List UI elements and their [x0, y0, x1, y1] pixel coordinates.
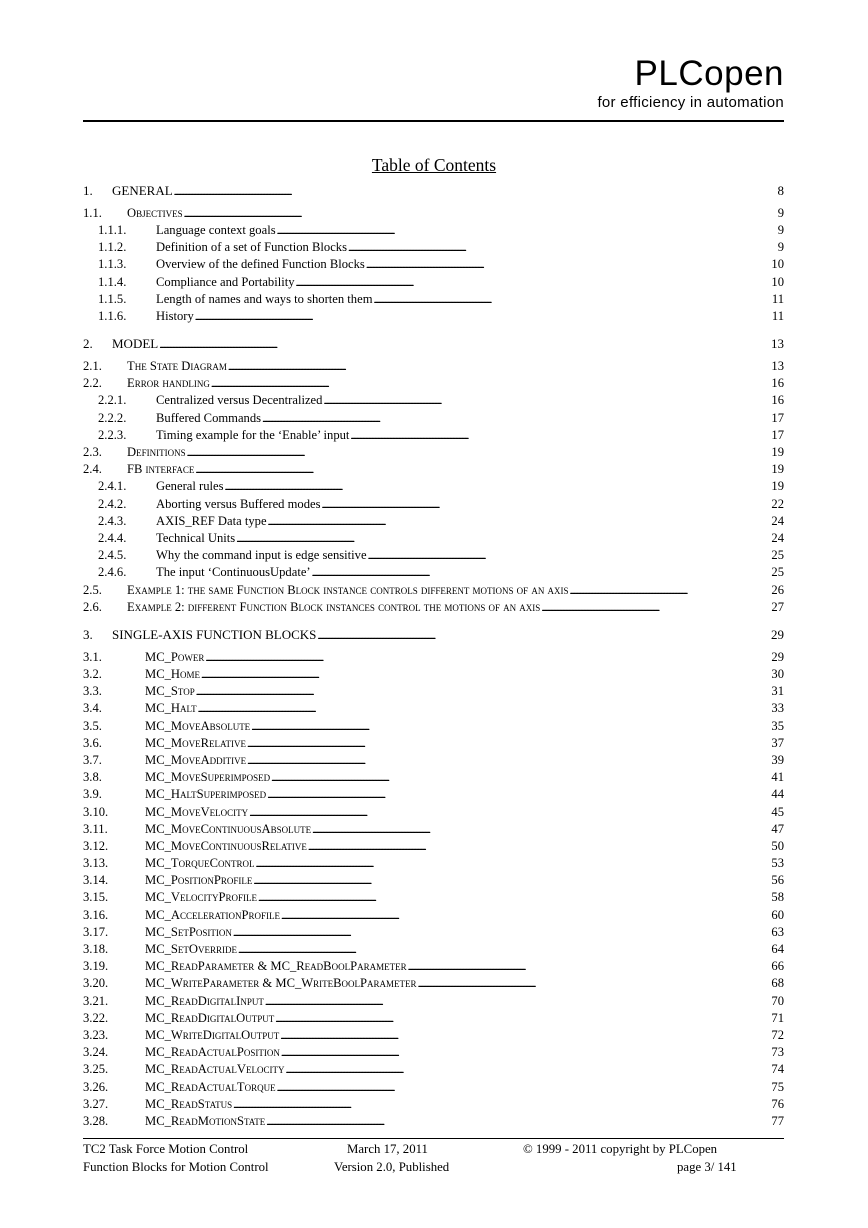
page-footer [83, 1138, 784, 1174]
toc-entry-title: Example 2: different Function Block instances control the motions of an axis [127, 599, 541, 614]
toc-entry-page: 77 [771, 1113, 784, 1128]
dot-leader [569, 582, 770, 600]
toc-entry[interactable] [83, 547, 784, 564]
dot-leader [262, 410, 770, 428]
toc-entry-page: 16 [771, 376, 784, 391]
toc-entry[interactable] [83, 718, 784, 735]
toc-entry[interactable] [83, 941, 784, 958]
toc-entry[interactable] [83, 444, 784, 461]
toc-entry[interactable] [83, 649, 784, 666]
toc-entry[interactable] [83, 410, 784, 427]
toc-entry-title: MC_MoveContinuousRelative [145, 838, 307, 853]
toc-entry-page: 45 [771, 804, 784, 819]
dot-leader [174, 182, 777, 201]
toc-entry[interactable] [83, 626, 784, 643]
toc-entry[interactable] [83, 700, 784, 717]
toc-entry-number: 1.1.5. [98, 291, 127, 306]
toc-entry-page: 73 [771, 1045, 784, 1060]
toc-entry[interactable] [83, 1079, 784, 1096]
toc-entry-title: MC_HaltSuperimposed [145, 787, 267, 802]
toc-entry-page: 41 [771, 770, 784, 785]
toc-entry-page: 53 [771, 856, 784, 871]
toc-entry-page: 19 [771, 462, 784, 477]
toc-entry-title: MC_MoveRelative [145, 735, 246, 750]
footer-task-force: TC2 Task Force Motion Control [83, 1142, 249, 1156]
toc-entry-page: 17 [771, 410, 784, 425]
toc-entry[interactable] [83, 308, 784, 325]
toc-entry-number: 3.9. [83, 787, 102, 802]
toc-entry-title: Definition of a set of Function Blocks [156, 240, 347, 255]
toc-entry[interactable] [83, 993, 784, 1010]
toc-entry-number: 1.1. [83, 205, 102, 220]
dot-leader [251, 718, 770, 736]
toc-entry[interactable] [83, 666, 784, 683]
dot-leader [233, 924, 771, 942]
dot-leader [281, 907, 770, 925]
dot-leader [247, 735, 770, 753]
toc-entry[interactable] [83, 530, 784, 547]
toc-entry-page: 68 [771, 976, 784, 991]
dot-leader [280, 1027, 770, 1045]
dot-leader [211, 375, 771, 393]
toc-entry[interactable] [83, 735, 784, 752]
toc-entry-number: 3.16. [83, 907, 109, 922]
toc-entry-page: 10 [771, 257, 784, 272]
toc-entry-page: 29 [771, 627, 784, 643]
dot-leader [374, 291, 771, 309]
toc-entry-title: MC_ReadDigitalInput [145, 993, 264, 1008]
toc-entry-page: 13 [771, 336, 784, 352]
toc-entry-number: 3.1. [83, 649, 102, 664]
toc-entry-page: 30 [771, 667, 784, 682]
toc-entry-number: 2.4.4. [98, 530, 127, 545]
toc-entry-page: 74 [771, 1062, 784, 1077]
toc-entry[interactable] [83, 564, 784, 581]
toc-entry[interactable] [83, 513, 784, 530]
toc-entry-number: 2.1. [83, 359, 102, 374]
dot-leader [247, 752, 770, 770]
dot-leader [198, 700, 771, 718]
toc-entry-page: 13 [771, 359, 784, 374]
toc-entry[interactable] [83, 769, 784, 786]
toc-entry-title: The State Diagram [127, 359, 227, 374]
footer-page-number: page 3/ 141 [677, 1160, 737, 1174]
toc-entry-number: 3.17. [83, 924, 109, 939]
toc-entry-number: 3.4. [83, 701, 102, 716]
toc-entry-title: MC_ReadActualVelocity [145, 1062, 285, 1077]
toc-entry-title: MC_ReadParameter & MC_ReadBoolParameter [145, 959, 407, 974]
toc-entry[interactable] [83, 335, 784, 352]
toc-entry-title: Buffered Commands [156, 410, 262, 425]
toc-entry-page: 56 [771, 873, 784, 888]
dot-leader [266, 1113, 770, 1131]
dot-leader [350, 427, 770, 445]
dot-leader [187, 444, 771, 462]
toc-entry-title: Compliance and Portability [156, 274, 295, 289]
toc-entry-page: 25 [771, 548, 784, 563]
toc-entry-title: Overview of the defined Function Blocks [156, 257, 365, 272]
dot-leader [249, 804, 770, 822]
toc-entry-title: MC_PositionProfile [145, 873, 253, 888]
toc-entry-number: 2.6. [83, 599, 102, 614]
dot-leader [322, 496, 771, 514]
toc-entry[interactable] [83, 855, 784, 872]
toc-entry-title: MC_MoveAbsolute [145, 718, 251, 733]
toc-entry-page: 70 [771, 993, 784, 1008]
toc-entry-number: 2.4.6. [98, 565, 127, 580]
toc-entry-title: MC_ReadMotionState [145, 1113, 266, 1128]
toc-entry-title: MC_TorqueControl [145, 856, 255, 871]
toc-entry-page: 8 [777, 183, 784, 198]
toc-entry-page: 24 [771, 513, 784, 528]
toc-entry-title: FB interface [127, 462, 195, 477]
footer-version: Version 2.0, Published [334, 1160, 450, 1174]
dot-leader [281, 1044, 771, 1062]
toc-entry-page: 66 [771, 959, 784, 974]
dot-leader [184, 205, 777, 223]
toc-entry-page: 47 [771, 821, 784, 836]
dot-leader [238, 941, 770, 959]
toc-entry-title: MC_ReadActualPosition [145, 1045, 280, 1060]
toc-entry[interactable] [83, 1044, 784, 1061]
toc-entry-page: 11 [771, 291, 784, 306]
toc-entry-title: MC_Halt [145, 701, 197, 716]
toc-entry-page: 44 [771, 787, 784, 802]
toc-entry-number: 3.23. [83, 1027, 109, 1042]
dot-leader [201, 666, 770, 684]
dot-leader [255, 855, 770, 873]
toc-entry-page: 33 [771, 701, 784, 716]
toc-entry-title: SINGLE-AXIS FUNCTION BLOCKS [112, 627, 317, 643]
brand-tagline: for efficiency in automation [597, 94, 784, 111]
toc-entry[interactable] [83, 182, 784, 199]
toc-entry-title: MC_WriteDigitalOutput [145, 1027, 280, 1042]
toc-entry-title: MC_Power [145, 649, 205, 664]
toc-entry[interactable] [83, 958, 784, 975]
toc-entry-title: MC_SetPosition [145, 924, 232, 939]
dot-leader [224, 478, 770, 496]
toc-entry[interactable] [83, 222, 784, 239]
toc-entry[interactable] [83, 582, 784, 599]
toc-entry[interactable] [83, 924, 784, 941]
toc-entry-number: 2.4.5. [98, 548, 127, 563]
dot-leader [196, 683, 771, 701]
dot-leader [205, 649, 770, 667]
brand-logo-text: PLCopen [634, 54, 784, 93]
toc-entry[interactable] [83, 427, 784, 444]
toc-entry-page: 72 [771, 1027, 784, 1042]
toc-entry-page: 10 [771, 274, 784, 289]
toc-entry-number: 1.1.3. [98, 257, 127, 272]
toc-entry-number: 2.4. [83, 462, 102, 477]
toc-entry-number: 3.14. [83, 873, 109, 888]
toc-title: Table of Contents [371, 155, 497, 175]
dot-leader [277, 222, 777, 240]
dot-leader [277, 1079, 771, 1097]
toc-entry[interactable] [83, 1096, 784, 1113]
footer-doc-title: Function Blocks for Motion Control [83, 1160, 269, 1174]
toc-entry-page: 71 [771, 1010, 784, 1025]
toc-entry-title: Example 1: the same Function Block instance controls different motions of an axis [127, 582, 569, 597]
toc-entry-page: 16 [771, 393, 784, 408]
toc-entry-page: 37 [771, 735, 784, 750]
toc-entry-title: MC_MoveAdditive [145, 752, 247, 767]
toc-entry[interactable] [83, 599, 784, 616]
toc-entry-title: MC_ReadStatus [145, 1096, 233, 1111]
toc-entry-number: 3.20. [83, 976, 109, 991]
dot-leader [308, 838, 771, 856]
toc-entry-number: 2.2.2. [98, 410, 127, 425]
toc-entry-number: 1.1.4. [98, 274, 127, 289]
toc-entry-number: 2.4.3. [98, 513, 127, 528]
dot-leader [267, 786, 770, 804]
toc-entry[interactable] [83, 786, 784, 803]
dot-leader [285, 1061, 770, 1079]
toc-entry-title: MC_VelocityProfile [145, 890, 257, 905]
toc-entry-number: 3.19. [83, 959, 109, 974]
toc-entry-number: 2.3. [83, 445, 102, 459]
toc-entry-number: 2.2.3. [98, 427, 127, 442]
toc-entry-number: 2. [83, 336, 93, 352]
toc-entry-title: GENERAL [112, 183, 173, 198]
toc-entry-number: 3.25. [83, 1062, 109, 1077]
toc-entry[interactable] [83, 821, 784, 838]
toc-entry[interactable] [83, 375, 784, 392]
toc-entry-title: Centralized versus Decentralized [156, 393, 323, 408]
toc-entry[interactable] [83, 358, 784, 375]
toc-entry[interactable] [83, 239, 784, 256]
toc-entry-number: 3. [83, 627, 93, 643]
toc-entry[interactable] [83, 1010, 784, 1027]
toc-entry-number: 3.24. [83, 1045, 109, 1060]
toc-entry-page: 35 [771, 718, 784, 733]
toc-entry[interactable] [83, 1113, 784, 1130]
toc-entry-number: 3.5. [83, 718, 102, 733]
toc-entry-page: 29 [771, 649, 784, 664]
toc-entry[interactable] [83, 872, 784, 889]
toc-entry[interactable] [83, 907, 784, 924]
toc-entry-number: 2.2.1. [98, 393, 127, 408]
toc-entry-number: 2.4.1. [98, 479, 127, 494]
dot-leader [253, 872, 770, 890]
toc-entry[interactable] [83, 1061, 784, 1078]
toc-entry-number: 1.1.6. [98, 308, 127, 323]
toc-entry-title: Objectives [127, 205, 183, 220]
dot-leader [228, 358, 771, 376]
toc-entry-title: General rules [156, 479, 224, 494]
toc-entry-title: Error handling [127, 376, 210, 391]
toc-entry[interactable] [83, 804, 784, 821]
toc-entry-number: 3.7. [83, 752, 102, 767]
toc-entry-page: 26 [771, 582, 784, 597]
dot-leader [418, 975, 771, 993]
dot-leader [312, 821, 770, 839]
dot-leader [195, 461, 770, 479]
dot-leader [258, 889, 770, 907]
dot-leader [236, 530, 770, 548]
toc-entry-page: 60 [771, 907, 784, 922]
toc-entry-number: 3.26. [83, 1079, 109, 1094]
toc-entry-title: AXIS_REF Data type [156, 513, 267, 528]
toc-entry-page: 76 [771, 1096, 784, 1111]
toc-entry-title: MC_MoveVelocity [145, 804, 249, 819]
toc-entry-page: 25 [771, 565, 784, 580]
toc-entry[interactable] [83, 683, 784, 700]
toc-entry[interactable] [83, 291, 784, 308]
table-of-contents [83, 182, 784, 1130]
toc-entry[interactable] [83, 205, 784, 222]
toc-entry-page: 75 [771, 1079, 784, 1094]
toc-entry-number: 3.13. [83, 856, 109, 871]
toc-entry-number: 3.11. [83, 821, 108, 836]
toc-entry-title: MC_Stop [145, 684, 195, 699]
toc-entry-title: MC_MoveContinuousAbsolute [145, 821, 312, 836]
toc-entry-number: 1.1.1. [98, 222, 127, 237]
dot-leader [323, 392, 770, 410]
dot-leader [195, 308, 771, 326]
toc-entry-page: 31 [771, 684, 784, 699]
dot-leader [271, 769, 770, 787]
toc-entry-number: 3.10. [83, 804, 109, 819]
toc-entry-page: 9 [777, 240, 784, 255]
toc-entry-page: 19 [771, 445, 784, 459]
toc-entry-title: MC_ReadDigitalOutput [145, 1010, 275, 1025]
toc-entry-number: 3.22. [83, 1010, 109, 1025]
toc-entry[interactable] [83, 752, 784, 769]
toc-entry-page: 9 [777, 222, 784, 237]
dot-leader [408, 958, 771, 976]
toc-entry-page: 22 [771, 496, 784, 511]
toc-entry-number: 3.15. [83, 890, 109, 905]
toc-entry-title: MODEL [112, 336, 159, 352]
dot-leader [348, 239, 777, 257]
toc-entry-number: 3.8. [83, 770, 102, 785]
toc-entry-number: 3.12. [83, 838, 109, 853]
toc-entry-title: MC_Home [145, 667, 200, 682]
toc-entry[interactable] [83, 478, 784, 495]
toc-entry-page: 19 [771, 479, 784, 494]
toc-entry-number: 3.18. [83, 942, 109, 957]
dot-leader [233, 1096, 770, 1114]
toc-entry-title: MC_MoveSuperimposed [145, 770, 271, 785]
toc-entry-page: 24 [771, 530, 784, 545]
toc-entry[interactable] [83, 256, 784, 273]
toc-entry-title: History [156, 308, 194, 323]
toc-entry-page: 17 [771, 427, 784, 442]
footer-date: March 17, 2011 [347, 1142, 428, 1156]
dot-leader [366, 256, 771, 274]
toc-entry-number: 3.2. [83, 667, 102, 682]
toc-entry-page: 64 [771, 942, 784, 957]
toc-entry-title: Language context goals [156, 222, 276, 237]
dot-leader [275, 1010, 770, 1028]
toc-entry[interactable] [83, 889, 784, 906]
toc-entry-page: 9 [777, 205, 784, 220]
page-header [83, 52, 784, 122]
dot-leader [268, 513, 771, 531]
toc-entry-title: Aborting versus Buffered modes [156, 496, 321, 511]
toc-entry[interactable] [83, 838, 784, 855]
toc-entry-title: MC_AccelerationProfile [145, 907, 280, 922]
dot-leader [159, 335, 770, 354]
toc-entry-title: Why the command input is edge sensitive [156, 548, 367, 563]
toc-entry-number: 3.3. [83, 684, 102, 699]
toc-entry-title: MC_SetOverride [145, 942, 237, 957]
toc-entry-title: Technical Units [156, 530, 236, 545]
dot-leader [265, 993, 771, 1011]
toc-entry-number: 3.27. [83, 1096, 109, 1111]
dot-leader [312, 564, 771, 582]
dot-leader [541, 599, 770, 617]
toc-entry-title: Definitions [127, 445, 186, 459]
toc-entry-title: The input ‘ContinuousUpdate’ [156, 565, 311, 580]
toc-entry-number: 2.2. [83, 376, 102, 391]
toc-entry-number: 1. [83, 183, 93, 198]
dot-leader [296, 274, 771, 292]
toc-entry-number: 3.28. [83, 1113, 109, 1128]
toc-entry-number: 3.6. [83, 735, 102, 750]
toc-entry-title: Length of names and ways to shorten them [156, 291, 373, 306]
toc-entry[interactable] [83, 1027, 784, 1044]
dot-leader [317, 626, 770, 645]
toc-entry-number: 2.5. [83, 582, 102, 597]
toc-entry-number: 1.1.2. [98, 240, 127, 255]
dot-leader [368, 547, 771, 565]
toc-entry[interactable] [83, 274, 784, 291]
toc-entry-title: MC_WriteParameter & MC_WriteBoolParameter [145, 976, 417, 991]
footer-copyright: © 1999 - 2011 copyright by PLCopen [523, 1142, 718, 1156]
toc-entry-page: 50 [771, 838, 784, 853]
toc-entry[interactable] [83, 496, 784, 513]
toc-entry-page: 11 [771, 308, 784, 323]
toc-entry[interactable] [83, 975, 784, 992]
toc-entry-page: 39 [771, 752, 784, 767]
toc-entry-title: MC_ReadActualTorque [145, 1079, 276, 1094]
toc-entry[interactable] [83, 461, 784, 478]
toc-entry-page: 63 [771, 924, 784, 939]
toc-entry-page: 27 [771, 599, 784, 614]
toc-entry-number: 2.4.2. [98, 496, 127, 511]
toc-entry-title: Timing example for the ‘Enable’ input [156, 427, 350, 442]
toc-entry-page: 58 [771, 890, 784, 905]
toc-entry-number: 3.21. [83, 993, 109, 1008]
toc-entry[interactable] [83, 392, 784, 409]
